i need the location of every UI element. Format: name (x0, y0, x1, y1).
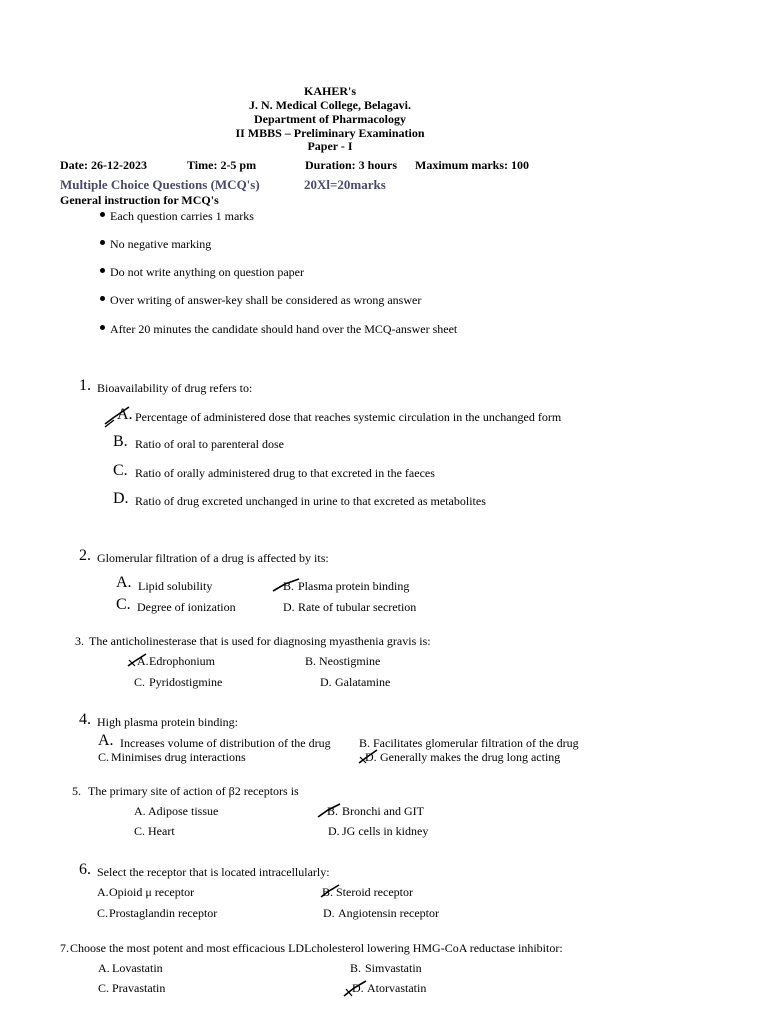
answer-tick-icon (357, 748, 379, 766)
header-exam: II MBBS – Preliminary Examination (235, 126, 425, 140)
question-number: 5. (72, 784, 81, 798)
option-letter: D. (113, 490, 129, 507)
option-letter: B. (113, 433, 128, 450)
question-number: 7. (60, 941, 69, 955)
option-letter: A. (98, 732, 114, 749)
option-letter: A. (117, 406, 133, 423)
bullet-icon (100, 296, 105, 301)
instruction-item: Over writing of answer-key shall be considered as wrong answer (110, 293, 422, 307)
option-letter: D. (328, 824, 340, 838)
option-letter: C. (134, 675, 146, 689)
option-letter: D. (323, 906, 335, 920)
bullet-icon (100, 268, 105, 273)
question-text: High plasma protein binding: (97, 715, 238, 729)
question-text: Choose the most potent and most efficacious LDLcholesterol lowering HMG-CoA reductase inhibitor: (70, 941, 563, 955)
bullet-icon (100, 325, 105, 330)
option-text: Generally makes the drug long acting (380, 750, 561, 764)
question-text: Select the receptor that is located intracellularly: (97, 865, 330, 879)
exam-duration: Duration: 3 hours (305, 158, 398, 172)
header-line-1: KAHER's (303, 84, 356, 98)
answer-tick-icon (271, 578, 301, 594)
answer-tick-icon (316, 802, 342, 820)
instruction-item: Each question carries 1 marks (110, 209, 254, 223)
option-text: Pravastatin (112, 981, 166, 995)
option-text: Adipose tissue (148, 804, 219, 818)
option-letter: B. (283, 579, 295, 593)
question-text: Bioavailability of drug refers to: (97, 381, 253, 395)
instruction-item: After 20 minutes the candidate should hand over the MCQ-answer sheet (110, 322, 458, 336)
exam-time: Time: 2-5 pm (187, 158, 257, 172)
section-title: Multiple Choice Questions (MCQ's) (60, 177, 260, 192)
option-text: Minimises drug interactions (111, 750, 246, 764)
answer-tick-icon (126, 652, 148, 670)
option-text: Increases volume of distribution of the drug (120, 736, 331, 750)
bullet-icon (100, 212, 105, 217)
option-letter: A. (134, 804, 146, 818)
option-letter: B. (305, 654, 317, 668)
option-letter: D. (320, 675, 332, 689)
instructions-heading: General instruction for MCQ's (60, 193, 219, 207)
question-number: 1. (79, 377, 91, 394)
exam-max-marks: Maximum marks: 100 (415, 158, 529, 172)
option-letter: C. (116, 596, 131, 613)
question-text: The primary site of action of β2 receptors is (88, 784, 299, 798)
option-letter: A. (116, 574, 132, 591)
exam-date: Date: 26-12-2023 (60, 158, 147, 172)
option-text: Ratio of orally administered drug to that excreted in the faeces (135, 466, 435, 480)
question-number: 3. (75, 634, 84, 648)
option-text: Facilitates glomerular filtration of the drug (373, 736, 579, 750)
section-marks: 20Xl=20marks (304, 177, 386, 192)
option-text: JG cells in kidney (342, 824, 429, 838)
option-text: Ratio of drug excreted unchanged in urine to that excreted as metabolites (135, 494, 486, 508)
option-text: Pyridostigmine (149, 675, 223, 689)
answer-tick-icon (102, 405, 132, 429)
bullet-icon (100, 240, 105, 245)
question-text: Glomerular filtration of a drug is affected by its: (97, 551, 329, 565)
option-text: Lovastatin (112, 961, 163, 975)
option-letter: A. (98, 961, 110, 975)
option-letter: A. (137, 654, 149, 668)
answer-tick-icon (342, 979, 368, 999)
option-letter: C. (113, 462, 128, 479)
option-text: Angiotensin receptor (338, 906, 439, 920)
option-text: Atorvastatin (367, 981, 427, 995)
option-letter: C. (134, 824, 146, 838)
option-letter: C. (98, 981, 110, 995)
option-letter: B. (322, 885, 334, 899)
header-paper: Paper - I (307, 139, 353, 153)
header-department: Department of Pharmacology (254, 112, 406, 126)
option-text: Opioid μ receptor (109, 885, 195, 899)
header-college: J. N. Medical College, Belagavi. (249, 98, 411, 112)
option-text: Rate of tubular secretion (298, 600, 417, 614)
option-letter: C. (98, 750, 110, 764)
option-text: Galatamine (335, 675, 391, 689)
option-letter: B. (327, 804, 339, 818)
option-letter: B. (350, 961, 362, 975)
option-text: Steroid receptor (336, 885, 413, 899)
option-letter: B. (359, 736, 371, 750)
option-text: Plasma protein binding (298, 579, 410, 593)
option-text: Simvastatin (365, 961, 422, 975)
option-letter: A. (97, 885, 109, 899)
option-text: Percentage of administered dose that reaches systemic circulation in the unchanged form (135, 410, 562, 424)
option-text: Heart (148, 824, 175, 838)
option-letter: C. (97, 906, 109, 920)
option-letter: D. (365, 750, 377, 764)
instruction-item: No negative marking (110, 237, 212, 251)
option-text: Degree of ionization (137, 600, 236, 614)
option-text: Neostigmine (319, 654, 381, 668)
question-text: The anticholinesterase that is used for diagnosing myasthenia gravis is: (89, 634, 431, 648)
option-text: Ratio of oral to parenteral dose (135, 437, 284, 451)
option-text: Lipid solubility (138, 579, 213, 593)
option-text: Edrophonium (149, 654, 215, 668)
question-number: 2. (79, 547, 91, 564)
option-letter: D. (283, 600, 295, 614)
question-number: 4. (79, 711, 91, 728)
question-number: 6. (79, 861, 91, 878)
option-text: Bronchi and GIT (342, 804, 424, 818)
option-text: Prostaglandin receptor (109, 906, 218, 920)
instruction-item: Do not write anything on question paper (110, 265, 304, 279)
option-letter: D. (352, 981, 364, 995)
